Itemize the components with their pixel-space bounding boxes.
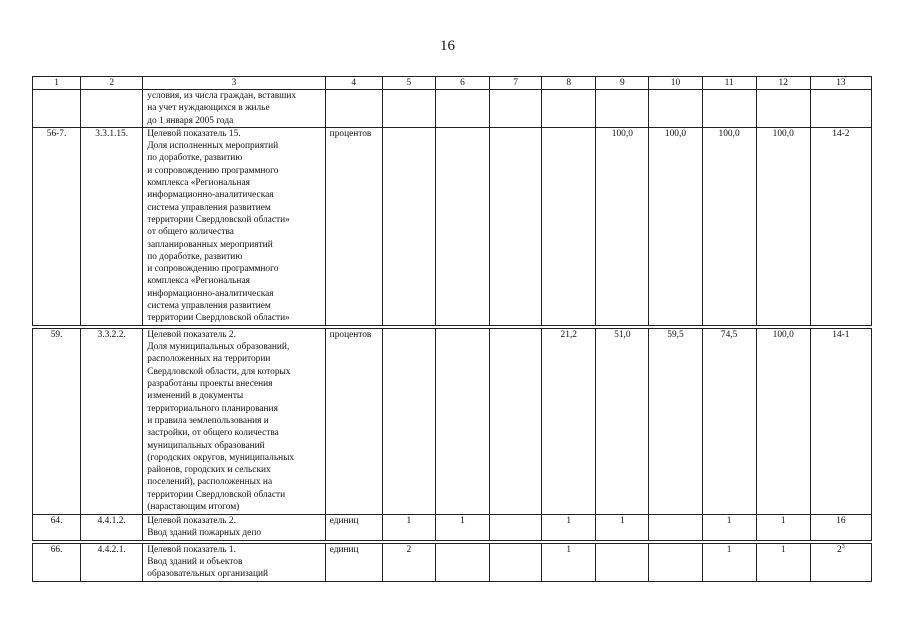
row-number: 56-7. [33, 127, 81, 325]
value-cell: 21,2 [542, 328, 596, 514]
value-cell: 100,0 [702, 127, 756, 325]
value-cell: 1 [756, 543, 810, 581]
value-cell: 59,5 [649, 328, 702, 514]
value-cell [490, 127, 542, 325]
row-description: Целевой показатель 1. Ввод зданий и объектов образовательных организаций [143, 543, 325, 581]
header-cell: 8 [542, 77, 596, 90]
row-code: 4.4.1.2. [81, 514, 143, 540]
value-cell: 100,0 [756, 127, 810, 325]
value-cell: 16 [810, 514, 871, 540]
row-unit: единиц [325, 514, 382, 540]
table-row [33, 514, 872, 540]
row-description: условия, из числа граждан, вставших на учет нуждающихся в жилье до 1 января 2005 года [143, 90, 325, 128]
value-cell: 1 [702, 543, 756, 581]
value-cell: 1 [702, 514, 756, 540]
value-cell: 74,5 [702, 328, 756, 514]
value-cell: 14-2 [810, 127, 871, 325]
value-cell [649, 514, 702, 540]
value-cell: 100,0 [756, 328, 810, 514]
value-cell: 2 [382, 543, 435, 581]
table-row [33, 127, 872, 325]
value-cell-with-footnote [810, 543, 871, 581]
value-cell [435, 90, 489, 128]
value-cell [490, 514, 542, 540]
row-number: 59. [33, 328, 81, 514]
value-cell: 1 [435, 514, 489, 540]
row-code: 4.4.2.1. [81, 543, 143, 581]
row-code [81, 90, 143, 128]
row-description: Целевой показатель 2. Доля муниципальных образований, расположенных на территории Свердловской области, для которых разработаны проекты внесения изменений в документы территориального планирования и правила землепользования и застройки, от общего количества муниципальных образований (городских округов, муниципальных районов, городских и сельских поселений), расположенных на территории Свердловской области (нарастающим итогом) [143, 328, 325, 514]
page-number: 16 [440, 38, 455, 54]
value-cell [649, 90, 702, 128]
value-cell [596, 90, 649, 128]
value-cell: 1 [382, 514, 435, 540]
footnote-marker: 3 [841, 543, 845, 550]
value-cell: 100,0 [649, 127, 702, 325]
value-cell: 1 [596, 514, 649, 540]
value-cell: 1 [542, 543, 596, 581]
header-cell: 1 [33, 77, 81, 90]
value-cell [490, 90, 542, 128]
value-cell [490, 328, 542, 514]
header-cell: 13 [810, 77, 871, 90]
row-unit: процентов [325, 328, 382, 514]
header-cell: 3 [143, 77, 325, 90]
row-number [33, 90, 81, 128]
value-cell [490, 543, 542, 581]
row-unit [325, 90, 382, 128]
value-cell: 14-1 [810, 328, 871, 514]
value-cell [542, 90, 596, 128]
value-cell [382, 127, 435, 325]
value-text: 2 [837, 544, 842, 555]
header-cell: 7 [490, 77, 542, 90]
row-description: Целевой показатель 15. Доля исполненных мероприятий по доработке, развитию и сопровождению программного комплекса «Региональная информационно-аналитическая система управления развитием территории Свердловской области» от общего количества запланированных мероприятий по доработке, развитию и сопровождению программного комплекса «Региональная информационно-аналитическая система управления развитием территории Свердловской области» [143, 127, 325, 325]
value-cell: 51,0 [596, 328, 649, 514]
header-cell: 10 [649, 77, 702, 90]
value-cell [649, 543, 702, 581]
value-cell [702, 90, 756, 128]
row-number: 64. [33, 514, 81, 540]
row-unit: процентов [325, 127, 382, 325]
table-row [33, 543, 872, 581]
value-cell [435, 328, 489, 514]
value-cell [756, 90, 810, 128]
row-code: 3.3.2.2. [81, 328, 143, 514]
row-unit: единиц [325, 543, 382, 581]
indicators-table [32, 76, 872, 582]
value-cell [435, 543, 489, 581]
header-cell: 6 [435, 77, 489, 90]
row-code: 3.3.1.15. [81, 127, 143, 325]
value-cell [382, 328, 435, 514]
value-cell [542, 127, 596, 325]
header-cell: 2 [81, 77, 143, 90]
value-cell: 100,0 [596, 127, 649, 325]
value-cell [596, 543, 649, 581]
header-cell: 11 [702, 77, 756, 90]
header-row [33, 77, 872, 90]
table-row [33, 328, 872, 514]
header-cell: 5 [382, 77, 435, 90]
value-cell: 1 [542, 514, 596, 540]
table-row [33, 90, 872, 128]
value-cell [810, 90, 871, 128]
value-cell [435, 127, 489, 325]
header-cell: 4 [325, 77, 382, 90]
row-number: 66. [33, 543, 81, 581]
value-cell: 1 [756, 514, 810, 540]
header-cell: 9 [596, 77, 649, 90]
row-description: Целевой показатель 2. Ввод зданий пожарных депо [143, 514, 325, 540]
header-cell: 12 [756, 77, 810, 90]
value-cell [382, 90, 435, 128]
